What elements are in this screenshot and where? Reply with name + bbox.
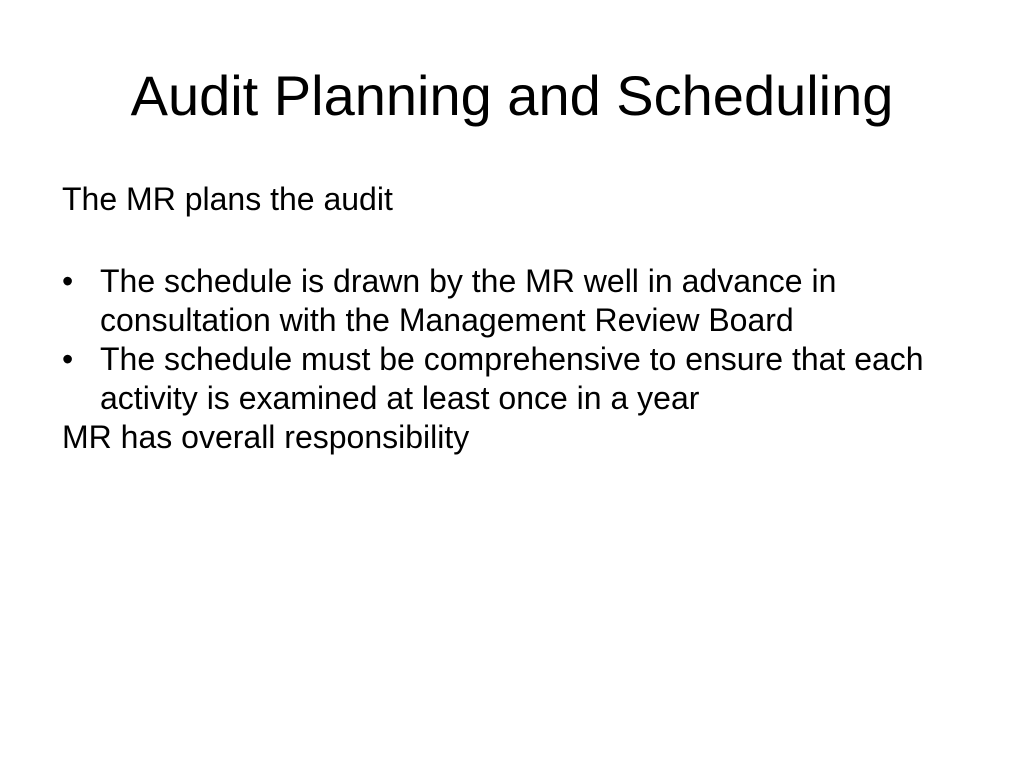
body-paragraph: The MR plans the audit	[62, 181, 393, 217]
bullet-marker: •	[62, 263, 74, 299]
bullet-text: The schedule is drawn by the MR well in advance in consultation with the Management Review Board	[100, 263, 837, 338]
slide-title: Audit Planning and Scheduling	[130, 64, 894, 127]
bullet-item	[62, 340, 972, 418]
body-paragraph: MR has overall responsibility	[62, 419, 470, 455]
bullet-text: The schedule must be comprehensive to ensure that each activity is examined at least once in a year	[100, 341, 924, 416]
bullet-marker: •	[62, 341, 74, 377]
slide-body	[62, 180, 972, 457]
bullet-item	[62, 262, 972, 340]
